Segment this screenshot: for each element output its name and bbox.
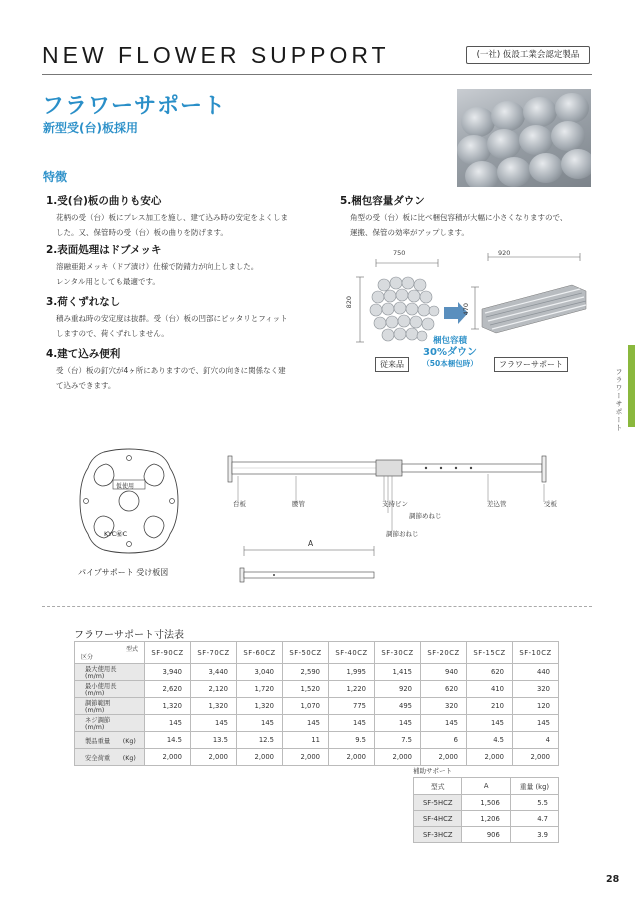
header-divider <box>42 74 592 75</box>
table-cell: 2,000 <box>513 749 559 766</box>
table-cell: 210 <box>467 698 513 715</box>
old-bundle-icon <box>370 277 439 341</box>
table-cell: 1,520 <box>283 681 329 698</box>
table-cell: 145 <box>237 715 283 732</box>
side-tab-bar <box>628 345 635 427</box>
new-height-dim: 470 <box>462 303 470 316</box>
table-cell: 2,590 <box>283 664 329 681</box>
table-cell: 3.9 <box>510 827 558 843</box>
table-cell: 1,506 <box>462 795 510 811</box>
column-header: SF-60CZ <box>237 642 283 664</box>
feature-title: 2.表面処理はドブメッキ <box>46 244 162 256</box>
section-divider <box>42 606 592 607</box>
table-cell: 5.5 <box>510 795 558 811</box>
table-cell: 920 <box>375 681 421 698</box>
table-cell: 320 <box>513 681 559 698</box>
table-cell: 4 <box>513 732 559 749</box>
table-cell: 940 <box>421 664 467 681</box>
table-cell: 1,995 <box>329 664 375 681</box>
table-cell: 145 <box>145 715 191 732</box>
new-width-dim: 920 <box>498 249 511 257</box>
feature-title: 4.建て込み便利 <box>46 348 121 360</box>
table-cell: 4.7 <box>510 811 558 827</box>
product-subtitle: 新型受(台)板採用 <box>43 121 138 135</box>
column-header: 型式 <box>414 778 462 795</box>
label-adjust-nut: 調節めねじ <box>409 512 442 520</box>
row-header: ネジ調節 (m/m) <box>75 715 145 732</box>
stacked-supports-photo <box>457 89 591 187</box>
table-cell: 2,620 <box>145 681 191 698</box>
table-cell: 3,440 <box>191 664 237 681</box>
features-heading: 特徴 <box>43 170 68 184</box>
aux-table-title: 補助サポート <box>413 767 452 775</box>
table-row <box>414 795 559 811</box>
dimension-a-label: A <box>308 539 314 548</box>
table-cell: 145 <box>375 715 421 732</box>
table-cell: 906 <box>462 827 510 843</box>
column-header: SF-90CZ <box>145 642 191 664</box>
spec-table-header <box>75 642 559 664</box>
table-cell: 1,206 <box>462 811 510 827</box>
feature-text: 溶融亜鉛メッキ（ドブ漬け）仕様で防錆力が向上しました。 レンタル用としても最適です。 <box>56 262 259 286</box>
table-cell: 410 <box>467 681 513 698</box>
table-cell: 6 <box>421 732 467 749</box>
corner-cell: 型式 区分 <box>75 642 145 664</box>
table-cell: 1,070 <box>283 698 329 715</box>
label-outer-pipe: 腰管 <box>292 500 305 508</box>
plate-stamp-1: 仮使用 <box>116 483 135 490</box>
table-row <box>75 715 559 732</box>
feature-5 <box>340 193 600 240</box>
table-cell: 145 <box>513 715 559 732</box>
table-cell: SF-3HCZ <box>414 827 462 843</box>
table-cell: 11 <box>283 732 329 749</box>
table-cell: 2,000 <box>375 749 421 766</box>
table-cell: 14.5 <box>145 732 191 749</box>
label-base-plate: 台板 <box>233 500 246 508</box>
spec-table-title: フラワーサポート寸法表 <box>74 630 184 641</box>
table-cell: 620 <box>421 681 467 698</box>
table-cell: 1,415 <box>375 664 421 681</box>
column-header: A <box>462 778 510 795</box>
table-cell: 145 <box>329 715 375 732</box>
feature-text: 角型の受（台）板に比べ梱包容積が大幅に小さくなりますので、 運搬、保管の効率がアップします。 <box>350 213 568 237</box>
table-cell: 2,000 <box>237 749 283 766</box>
label-support-pin: 支持ピン <box>382 500 408 508</box>
table-cell: 2,000 <box>421 749 467 766</box>
table-cell: 2,120 <box>191 681 237 698</box>
column-header: SF-15CZ <box>467 642 513 664</box>
feature-1 <box>46 193 326 240</box>
table-cell: SF-4HCZ <box>414 811 462 827</box>
column-header: SF-10CZ <box>513 642 559 664</box>
table-cell: 1,320 <box>237 698 283 715</box>
feature-text: 受（台）板の釘穴が4ヶ所にありますので、釘穴の向きに関係なく建 て込みできます。 <box>56 366 286 390</box>
table-cell: 145 <box>191 715 237 732</box>
column-header: SF-20CZ <box>421 642 467 664</box>
table-cell: 13.5 <box>191 732 237 749</box>
table-cell: 2,000 <box>191 749 237 766</box>
page-header-title: NEW FLOWER SUPPORT <box>42 42 390 68</box>
table-cell: 1,720 <box>237 681 283 698</box>
table-cell: 3,940 <box>145 664 191 681</box>
table-row <box>414 811 559 827</box>
column-header: 重量 (kg) <box>510 778 558 795</box>
side-tab-label: フラワーサポート <box>615 368 623 432</box>
table-cell: 620 <box>467 664 513 681</box>
table-cell: 1,320 <box>145 698 191 715</box>
table-cell: 3,040 <box>237 664 283 681</box>
table-cell: 775 <box>329 698 375 715</box>
feature-3 <box>46 294 326 341</box>
table-cell: SF-5HCZ <box>414 795 462 811</box>
product-title: フラワーサポート <box>42 94 227 119</box>
table-cell: 7.5 <box>375 732 421 749</box>
table-cell: 145 <box>283 715 329 732</box>
table-cell: 320 <box>421 698 467 715</box>
table-cell: 2,000 <box>145 749 191 766</box>
new-product-label: フラワーサポート <box>494 357 568 372</box>
table-cell: 12.5 <box>237 732 283 749</box>
column-header: SF-50CZ <box>283 642 329 664</box>
table-cell: 2,000 <box>329 749 375 766</box>
base-plate-diagram <box>74 446 184 556</box>
label-adjust-screw: 調節おねじ <box>386 530 419 538</box>
row-header: 最小使用長 (m/m) <box>75 681 145 698</box>
feature-title: 5.梱包容量ダウン <box>340 195 425 207</box>
plate-stamp-2: KYC㊙C <box>104 530 128 538</box>
row-header: 製品重量 (Kg) <box>75 732 145 749</box>
column-header: SF-40CZ <box>329 642 375 664</box>
new-bundle-icon <box>482 285 586 333</box>
table-cell: 2,000 <box>283 749 329 766</box>
table-row <box>75 749 559 766</box>
table-cell: 9.5 <box>329 732 375 749</box>
table-cell: 120 <box>513 698 559 715</box>
spec-table <box>74 641 559 766</box>
table-row <box>75 681 559 698</box>
table-cell: 145 <box>421 715 467 732</box>
certification-badge: (一社) 仮設工業会認定製品 <box>466 46 590 64</box>
page-number: 28 <box>606 874 620 885</box>
pipe-support-diagram <box>226 446 566 586</box>
plate-caption: パイプサポート 受け板図 <box>78 568 169 577</box>
old-width-dim: 750 <box>393 249 406 257</box>
old-height-dim: 820 <box>345 296 353 309</box>
column-header: SF-70CZ <box>191 642 237 664</box>
volume-reduction-note: 梱包容積 30%ダウン （50本梱包時） <box>422 336 478 368</box>
feature-title: 3.荷くずれなし <box>46 296 121 308</box>
table-row <box>75 732 559 749</box>
table-cell: 145 <box>467 715 513 732</box>
label-inner-pipe: 差込管 <box>487 500 507 508</box>
row-header: 安全荷重 (Kg) <box>75 749 145 766</box>
table-cell: 495 <box>375 698 421 715</box>
aux-table-header <box>414 778 559 795</box>
table-cell: 1,220 <box>329 681 375 698</box>
table-cell: 440 <box>513 664 559 681</box>
feature-2 <box>46 242 318 289</box>
table-cell: 2,000 <box>467 749 513 766</box>
old-product-label: 従来品 <box>375 357 409 372</box>
aux-table <box>413 777 559 843</box>
table-row <box>75 664 559 681</box>
table-cell: 4.5 <box>467 732 513 749</box>
table-row <box>414 827 559 843</box>
table-row <box>75 698 559 715</box>
table-cell: 1,320 <box>191 698 237 715</box>
row-header: 調節範囲 (m/m) <box>75 698 145 715</box>
feature-4 <box>46 346 326 393</box>
feature-title: 1.受(台)板の曲りも安心 <box>46 195 162 207</box>
row-header: 最大使用長 (m/m) <box>75 664 145 681</box>
feature-text: 花柄の受（台）板にプレス加工を施し、建て込み時の安定をよくしま した。又、保管時の受（台）板の曲りを防げます。 <box>56 213 288 237</box>
feature-text: 積み重ね時の安定度は抜群。受（台）板の凹部にピッタリとフィット しますので、荷くずれしません。 <box>56 314 288 338</box>
column-header: SF-30CZ <box>375 642 421 664</box>
label-top-plate: 受板 <box>544 500 557 508</box>
